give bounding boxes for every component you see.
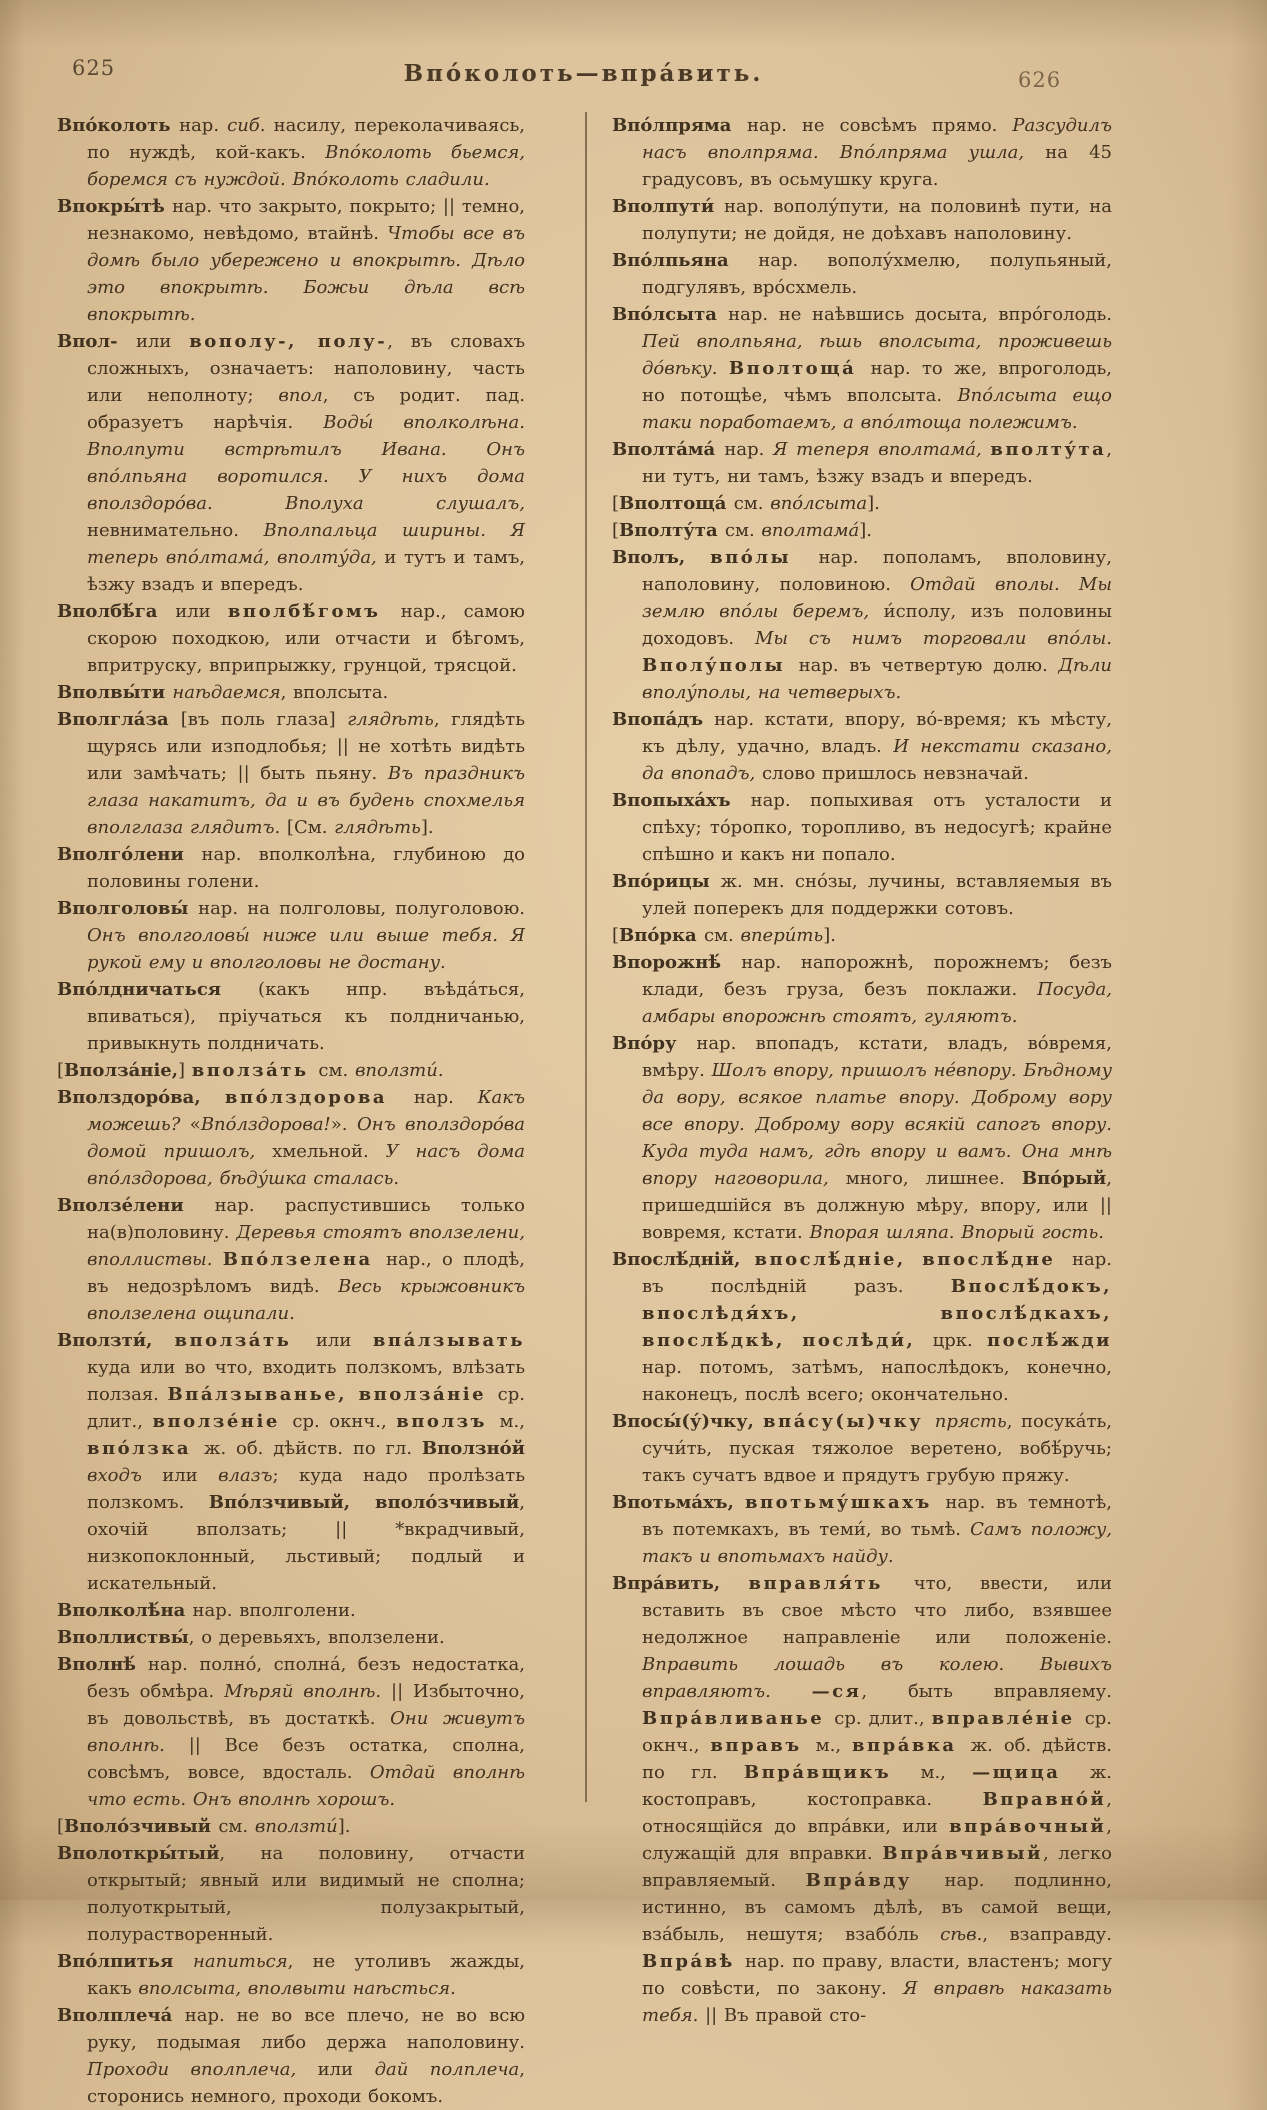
dictionary-entry: Впорожнѣ́ нар. напорожнѣ, порожнемъ; безъ клади, безъ груза, безъ поклажи. Посуда, амбары впорожнѣ стоятъ, гуляютъ. (612, 952, 1119, 1027)
dictionary-entry: Впопыха́хъ нар. попыхивая отъ усталости и спѣху; то́ропко, торопливо, въ недосугѣ; крайне спѣшно и какъ ни попало. (612, 790, 1119, 865)
dictionary-entry: Впо́лсыта нар. не наѣвшись досыта, впро́голодь. Пей вполпьяна, ѣшь вполсыта, проживешь до́вѣку. Вполтоща́ нар. то же, впроголодь, но потощѣе, чѣмъ вполсыта. Впо́лсыта ещо таки поработаемъ, а впо́лтоща полежимъ. (612, 304, 1119, 433)
dictionary-entry: Впо́ру нар. впопадъ, кстати, владъ, во́время, вмѣру. Шолъ впору, пришолъ не́впору. Бѣдному да вору, всякое платье впору. Доброму вору все впору. Доброму вору всякій сапогъ впору. Куда туда намъ, гдѣ впору и вамъ. Она мнѣ впору наговорила, много, лишнее. Впо́рый, пришедшійся въ должную мѣру, впору, или || вовремя, кстати. Впорая шляпа. Впорый гость. (612, 1033, 1119, 1243)
right-text-column (612, 112, 1122, 2029)
dictionary-entry: Впо́лпьяна нар. вополу́хмелю, полупьяный, подгулявъ, вро́схмель. (612, 250, 1119, 298)
dictionary-entry: Вполздоро́ва, впо́лздорова нар. Какъ можешь? «Впо́лздорова!». Онъ вполздоро́ва домой пришолъ, хмельной. У насъ дома впо́лздорова, бѣду́шка сталась. (57, 1087, 532, 1189)
dictionary-entry: Вполнѣ́ нар. полно́, сполна́, безъ недостатка, безъ обмѣра. Мѣряй вполнѣ. || Избыточно, въ довольствѣ, въ достаткѣ. Они живутъ вполнѣ. || Все безъ остатка, сполна, совсѣмъ, вовсе, вдосталь. Отдай вполнѣ что есть. Онъ вполнѣ хорошъ. (57, 1654, 532, 1810)
dictionary-entry: [Впо́рка см. впери́ть]. (612, 925, 836, 946)
dictionary-entry: Вполъ, впо́лы нар. пополамъ, вполовину, наполовину, половиною. Отдай вполы. Мы землю впо́лы беремъ, и́сполу, изъ половины доходовъ. Мы съ нимъ торговали впо́лы. Вполу́полы нар. въ четвертую долю. Дѣли вполу́полы, на четверыхъ. (612, 547, 1119, 703)
dictionary-entry: Впокры́тѣ нар. что закрыто, покрыто; || темно, незнакомо, невѣдомо, втайнѣ. Чтобы все въ домѣ было убережено и впокрытѣ. Дѣло это впокрытѣ. Божьи дѣла всѣ впокрытѣ. (57, 196, 532, 325)
column-divider-rule (585, 112, 587, 1802)
dictionary-entry: [Вполо́зчивый см. вползти́]. (57, 1816, 351, 1837)
dictionary-entry: Вполгла́за [въ поль глаза] глядѣть, глядѣть щурясь или изподлобья; || не хотѣть видѣть или замѣчать; || быть пьяну. Въ праздникъ глаза накатитъ, да и въ будень спохмелья вполглаза глядитъ. [См. глядѣть]. (57, 709, 532, 838)
dictionary-entry: Вполбѣ́га или вполбѣ́гомъ нар., самою скорою походкою, или отчасти и бѣгомъ, впритруску, вприпрыжку, грунцой, трясцой. (57, 601, 532, 676)
dictionary-entry: Впо́колоть нар. сиб. насилу, переколачиваясь, по нуждѣ, кой-какъ. Впо́колоть бьемся, боремся съ нуждой. Впо́колоть сладили. (57, 115, 532, 190)
dictionary-entry: Впо́лпряма нар. не совсѣмъ прямо. Разсудилъ насъ вполпряма. Впо́лпряма ушла, на 45 градусовъ, въ осьмушку круга. (612, 115, 1119, 190)
dictionary-entry: Вползе́лени нар. распустившись только на(в)половину. Деревья стоятъ вползелени, вполлиствы. Впо́лзелена нар., о плодѣ, въ недозрѣломъ видѣ. Весь крыжовникъ вползелена ощипали. (57, 1195, 532, 1324)
dictionary-entry: Впопа́дъ нар. кстати, впору, во́-время; къ мѣсту, къ дѣлу, удачно, владъ. И некстати сказано, да впопадъ, слово пришлось невзначай. (612, 709, 1119, 784)
dictionary-entry: [Вполза́ніе,] вполза́ть см. вползти́. (57, 1060, 444, 1081)
dictionary-entry: Вполоткры́тый, на половину, отчасти открытый; явный или видимый не сполна; полуоткрытый, полузакрытый, полурастворенный. (57, 1843, 532, 1945)
page-number-right: 626 (1018, 68, 1062, 92)
dictionary-entry: Впо́рицы ж. мн. сно́зы, лучины, вставляемыя въ улей поперекъ для поддержки сотовъ. (612, 871, 1119, 919)
dictionary-entry: Впотьма́хъ, впотьму́шкахъ нар. въ темнотѣ, въ потемкахъ, въ теми́, во тьмѣ. Самъ положу, такъ и впотьмахъ найду. (612, 1492, 1119, 1567)
dictionary-entry: Впра́вить, вправля́ть что, ввести, или вставить въ свое мѣсто что либо, взявшее недолжное направленіе или положеніе. Вправить лошадь въ колею. Вывихъ вправляютъ. —ся, быть вправляему. Впра́вливанье ср. длит., вправле́ніе ср. окнч., вправъ м., впра́вка ж. об. дѣйств. по гл. Впра́вщикъ м., —щица ж. костоправъ, костоправка. Вправно́й, относящійся до впра́вки, или впра́вочный, служащій для вправки. Впра́вчивый, легко вправляемый. Впра́вду нар. подлинно, истинно, въ самомъ дѣлѣ, въ самой вещи, вза́быль, нешутя; взабо́ль сѣв., взаправду. Впра́вѣ нар. по праву, власти, властенъ; могу по совѣсти, по закону. Я вправѣ наказать тебя. || Въ правой сто- (612, 1573, 1119, 2026)
dictionary-entry: Впослѣ́дній, впослѣ́дніе, впослѣ́дне нар. въ послѣдній разъ. Впослѣ́докъ, впослѣдя́хъ, впослѣ́дкахъ, впослѣ́дкѣ, послѣди́, црк. послѣ́жди нар. потомъ, затѣмъ, напослѣдокъ, конечно, наконецъ, послѣ всего; окончательно. (612, 1249, 1122, 1405)
running-head: Впо́колоть—впра́вить. (403, 60, 764, 87)
dictionary-entry: Впол- или вополу-, полу-, въ словахъ сложныхъ, означаетъ: наполовину, часть или неполноту; впол, съ родит. пад. образуетъ нарѣчія. Воды́ вполколѣна. Вполпути встрѣтилъ Ивана. Онъ впо́лпьяна воротился. У нихъ дома вполздоро́ва. Вполуха слушалъ, невнимательно. Вполпальца ширины. Я теперь впо́лтама́, вполту́да, и тутъ и тамъ, ѣзжу взадъ и впередъ. (57, 331, 532, 595)
dictionary-entry: Вполвы́ти наѣдаемся, вполсыта. (57, 682, 389, 703)
dictionary-entry: Впо́лдничаться (какъ нпр. въѣда́ться, впиваться), пріучаться къ полдничанью, привыкнуть полдничать. (57, 979, 532, 1054)
dictionary-entry: Вполпути́ нар. вополу́пути, на половинѣ пути, на полупути; не дойдя, не доѣхавъ наполовину. (612, 196, 1119, 244)
dictionary-entry: Вполплеча́ нар. не во все плечо, не во всю руку, подымая либо держа наполовину. Проходи вполплеча, или дай полплеча, сторонись немного, проходи бокомъ. (57, 2005, 532, 2107)
left-text-column (57, 112, 535, 2110)
dictionary-entry: Вполта́ма́ нар. Я теперя вполтама́, вполту́та, ни тутъ, ни тамъ, ѣзжу взадъ и впередъ. (612, 439, 1119, 487)
dictionary-entry: Вполлиствы́, о деревьяхъ, вползелени. (57, 1627, 445, 1648)
dictionary-entry: Впо́лпитья напиться, не утоливъ жажды, какъ вполсыта, вполвыти наѣсться. (57, 1951, 532, 1999)
dictionary-entry: Вполколѣ́на нар. вполголени. (57, 1600, 356, 1621)
dictionary-entry: Впосы́(у́)чку, впа́су(ы)чку прясть, посука́ть, сучи́ть, пуская тяжолое веретено, вобѣ́ручь; такъ сучатъ вдвое и прядутъ грубую пряжу. (612, 1411, 1119, 1486)
dictionary-entry: Вполголовы́ нар. на полголовы, полуголовою. Онъ вполголовы́ ниже или выше тебя. Я рукой ему и вполголовы не достану. (57, 898, 532, 973)
dictionary-entry: [Вполтоща́ см. впо́лсыта]. (612, 493, 880, 514)
dictionary-entry: [Вполту́та см. вполтама́]. (612, 520, 872, 541)
dictionary-entry: Вполго́лени нар. вполколѣна, глубиною до половины голени. (57, 844, 532, 892)
dictionary-entry: Вползти́, вполза́ть или впа́лзывать куда или во что, входить ползкомъ, влѣзать ползая. Впа́лзыванье, вполза́ніе ср. длит., вползе́ніе ср. окнч., вползъ м., впо́лзка ж. об. дѣйств. по гл. Вползно́й входъ или влазъ; куда надо пролѣзать ползкомъ. Впо́лзчивый, вполо́зчивый, охочій вползать; || *вкрадчивый, низкопоклонный, льстивый; подлый и искательный. (57, 1330, 535, 1594)
page-number-left: 625 (72, 56, 116, 80)
